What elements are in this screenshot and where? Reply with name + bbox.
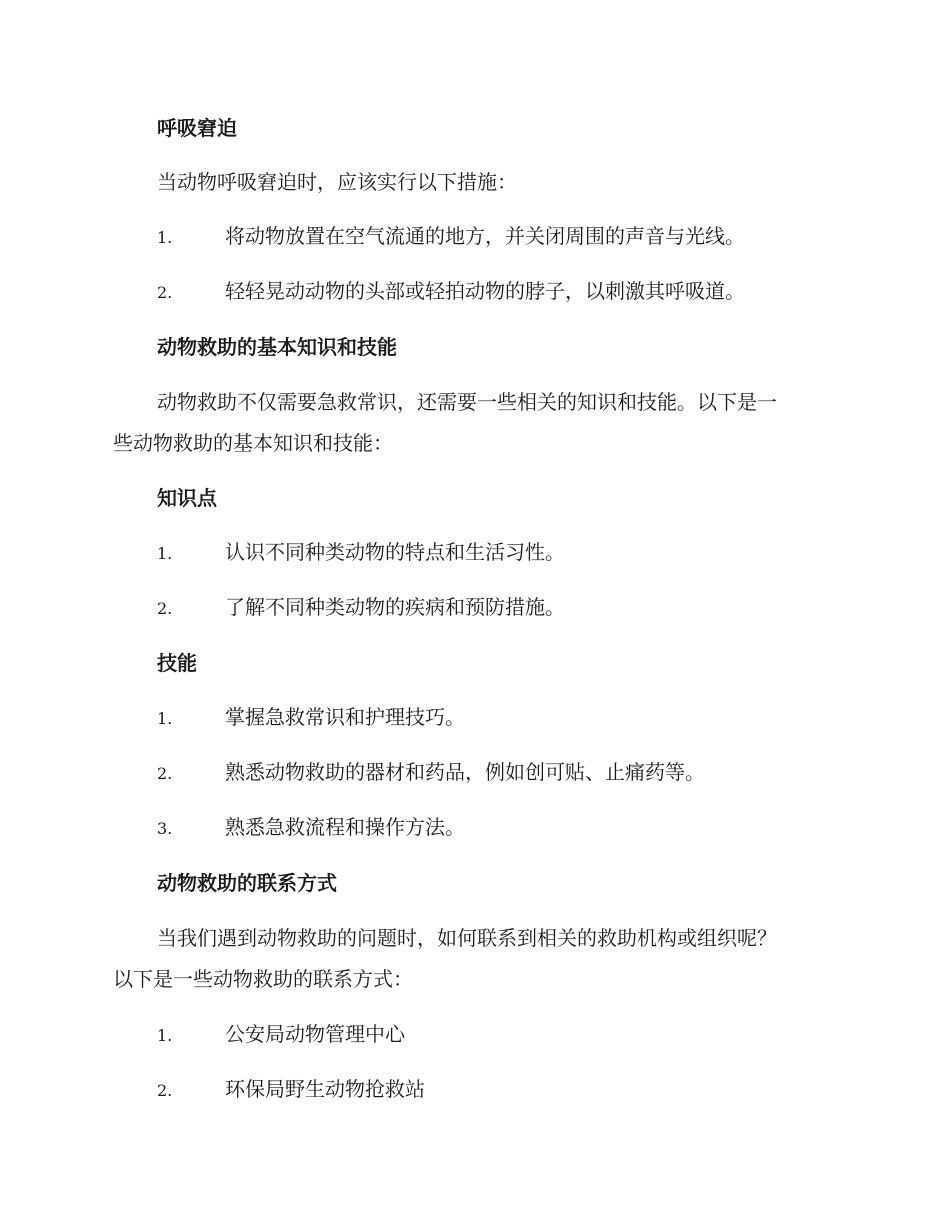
section-heading-breathing: 呼吸窘迫 <box>157 116 237 140</box>
list-number: 1. <box>157 709 173 728</box>
section-heading-contact: 动物救助的联系方式 <box>157 871 337 895</box>
paragraph-contact-intro-line1: 当我们遇到动物救助的问题时，如何联系到相关的救助机构或组织呢？ <box>157 926 777 950</box>
list-item-text: 轻轻晃动动物的头部或轻拍动物的脖子，以刺激其呼吸道。 <box>225 279 745 303</box>
list-item-text: 掌握急救常识和护理技巧。 <box>225 705 465 729</box>
paragraph-breathing-intro: 当动物呼吸窘迫时，应该实行以下措施： <box>157 170 517 194</box>
paragraph-basics-intro-line1: 动物救助不仅需要急救常识，还需要一些相关的知识和技能。以下是一 <box>157 390 777 414</box>
list-item-text: 公安局动物管理中心 <box>225 1022 405 1046</box>
list-item-text: 环保局野生动物抢救站 <box>225 1077 425 1101</box>
section-heading-basics: 动物救助的基本知识和技能 <box>157 335 397 359</box>
list-item-text: 熟悉急救流程和操作方法。 <box>225 815 465 839</box>
list-item-text: 了解不同种类动物的疾病和预防措施。 <box>225 595 565 619</box>
list-number: 1. <box>157 544 173 563</box>
list-item-text: 认识不同种类动物的特点和生活习性。 <box>225 540 565 564</box>
list-number: 2. <box>157 764 173 783</box>
section-heading-knowledge: 知识点 <box>157 486 217 510</box>
list-number: 3. <box>157 819 173 838</box>
list-number: 2. <box>157 283 173 302</box>
list-number: 2. <box>157 599 173 618</box>
list-item-text: 将动物放置在空气流通的地方，并关闭周围的声音与光线。 <box>225 224 745 248</box>
paragraph-contact-intro-line2: 以下是一些动物救助的联系方式： <box>113 967 413 991</box>
list-number: 1. <box>157 228 173 247</box>
paragraph-basics-intro-line2: 些动物救助的基本知识和技能： <box>113 431 393 455</box>
list-number: 1. <box>157 1026 173 1045</box>
list-item-text: 熟悉动物救助的器材和药品，例如创可贴、止痛药等。 <box>225 760 705 784</box>
section-heading-skills: 技能 <box>157 651 197 675</box>
list-number: 2. <box>157 1081 173 1100</box>
